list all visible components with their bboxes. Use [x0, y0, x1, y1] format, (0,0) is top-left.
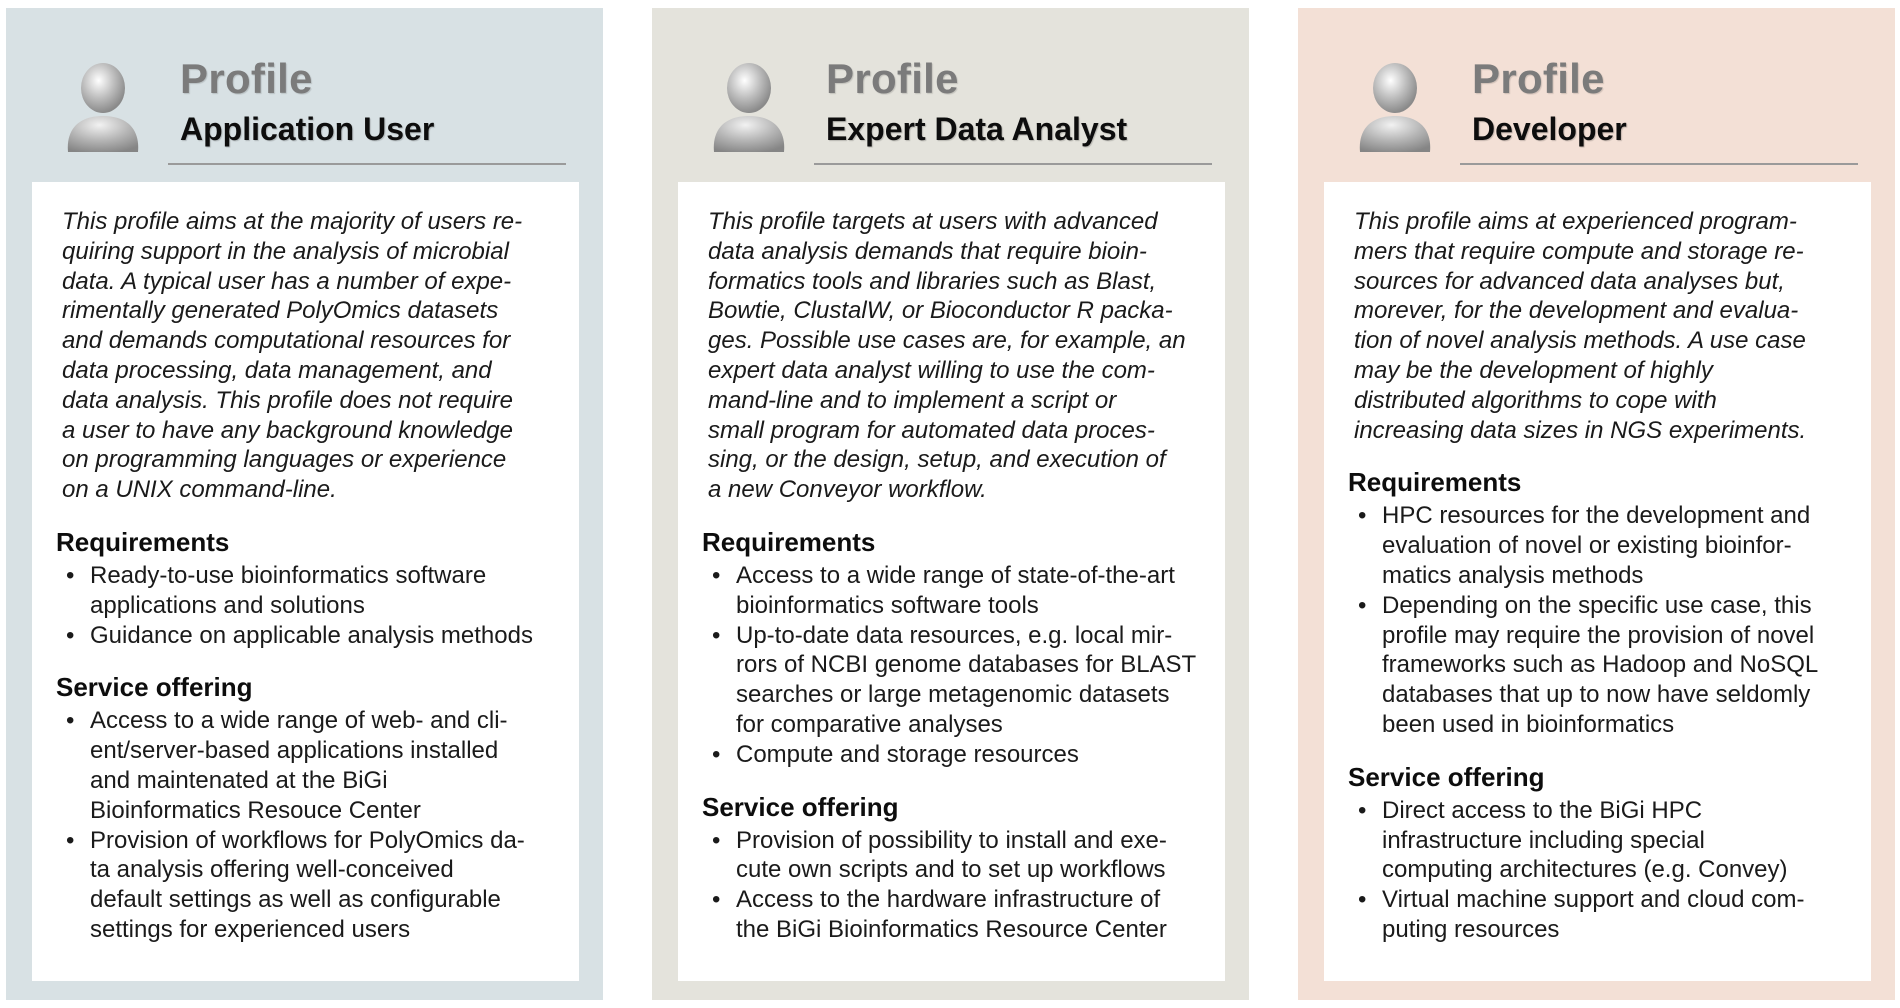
- profile-card: [32, 182, 579, 981]
- user-avatar-icon: [64, 60, 142, 156]
- service-item: • Access to the hardware infrastructure of the BiGi Bioinformatics Resource Center: [702, 885, 1201, 945]
- profile-label: Profile: [1472, 55, 1605, 102]
- header-divider: [814, 163, 1212, 165]
- profile-panel-expert-data-analyst: [652, 8, 1249, 1000]
- profile-card: [678, 182, 1225, 981]
- service-offering-list: [702, 826, 1201, 945]
- profile-panel-application-user: [6, 8, 603, 1000]
- profile-name: Application User: [180, 111, 435, 147]
- profile-description: This profile aims at the majority of users re- quiring support in the analysis of microbial data. A typical user has a number of expe- rimentally generated PolyOmics datasets and demands computational resources for data processing, data management, and data analysis. This profile does not require a user to have any background knowledge on programming languages or experience on a UNIX command-line.: [62, 208, 523, 504]
- service-offering-list: [56, 706, 555, 944]
- requirement-item: • Guidance on applicable analysis methods: [56, 621, 555, 651]
- requirements-heading: Requirements: [702, 526, 876, 557]
- requirement-item: • Depending on the specific use case, this profile may require the provision of novel frameworks such as Hadoop and NoSQL databases that up to now have seldomly been used in bioinformatics: [1348, 591, 1847, 740]
- profile-description: This profile targets at users with advanced data analysis demands that require bioin- formatics tools and libraries such as Blast, Bowtie, ClustalW, or Bioconductor R packa- ges. Possible use cases are, for example, an expert data analyst willing to use the com- mand-line and to implement a script or small program for automated data proces- sing, or the design, setup, and execution of a new Conveyor workflow.: [708, 208, 1186, 504]
- service-item: • Direct access to the BiGi HPC infrastructure including special computing architectures (e.g. Convey): [1348, 796, 1847, 885]
- user-avatar-icon: [710, 60, 788, 156]
- service-offering-heading: Service offering: [1348, 761, 1545, 792]
- service-item: • Provision of possibility to install and exe- cute own scripts and to set up workflows: [702, 826, 1201, 886]
- profile-name: Developer: [1472, 111, 1627, 147]
- service-item: • Provision of workflows for PolyOmics da- ta analysis offering well-conceived default settings as well as configurable settings for experienced users: [56, 826, 555, 945]
- requirement-item: • Up-to-date data resources, e.g. local mir- rors of NCBI genome databases for BLAST searches or large metagenomic datasets for comparative analyses: [702, 621, 1201, 740]
- profile-label: Profile: [826, 55, 959, 102]
- service-offering-heading: Service offering: [56, 672, 253, 703]
- header-divider: [1460, 163, 1858, 165]
- requirements-list: [1348, 501, 1847, 739]
- requirement-item: • Ready-to-use bioinformatics software applications and solutions: [56, 561, 555, 621]
- requirement-item: • Access to a wide range of state-of-the-art bioinformatics software tools: [702, 561, 1201, 621]
- header-divider: [168, 163, 566, 165]
- profile-panel-developer: [1298, 8, 1895, 1000]
- requirement-item: • Compute and storage resources: [702, 740, 1201, 770]
- service-item: • Virtual machine support and cloud com- puting resources: [1348, 885, 1847, 945]
- service-offering-list: [1348, 796, 1847, 945]
- profile-description: This profile aims at experienced program- mers that require compute and storage re- sources for advanced data analyses but, morever, for the development and evalua- tion of novel analysis methods. A use case may be the development of highly distributed algorithms to cope with increasing data sizes in NGS experiments.: [1354, 208, 1807, 444]
- profile-name: Expert Data Analyst: [826, 111, 1128, 147]
- service-item: • Access to a wide range of web- and cli- ent/server-based applications installed and maintenated at the BiGi Bioinformatics Resouce Center: [56, 706, 555, 825]
- user-avatar-icon: [1356, 60, 1434, 156]
- requirement-item: • HPC resources for the development and evaluation of novel or existing bioinfor- matics analysis methods: [1348, 501, 1847, 590]
- requirements-list: [56, 561, 555, 650]
- service-offering-heading: Service offering: [702, 791, 899, 822]
- requirements-list: [702, 561, 1201, 770]
- profile-label: Profile: [180, 55, 313, 102]
- profile-card: [1324, 182, 1871, 981]
- requirements-heading: Requirements: [56, 526, 230, 557]
- requirements-heading: Requirements: [1348, 467, 1522, 498]
